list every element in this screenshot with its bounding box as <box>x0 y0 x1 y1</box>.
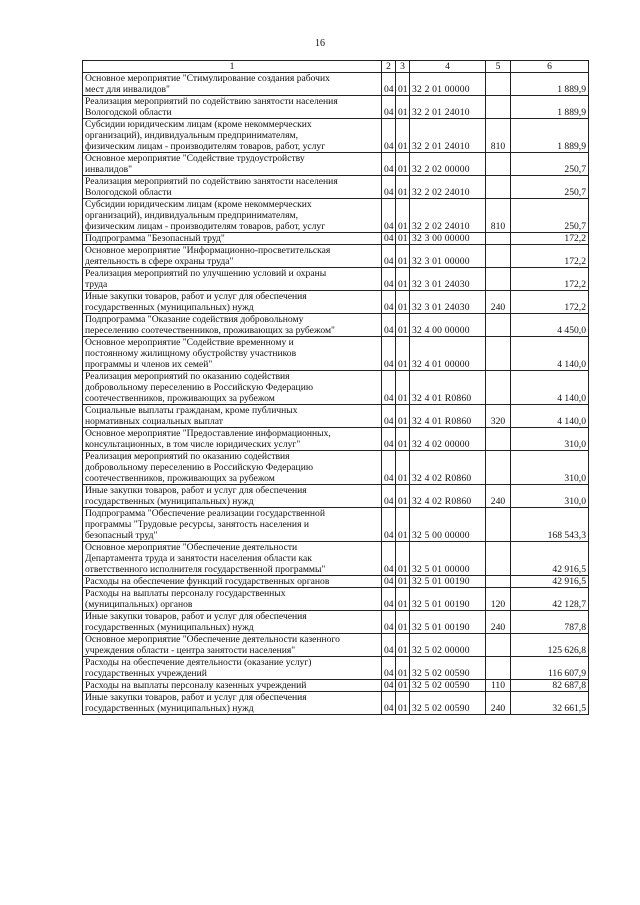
row-section-cell: 04 <box>382 634 396 657</box>
row-target-article-cell: 32 5 02 00000 <box>410 634 486 657</box>
row-target-article-cell: 32 4 02 R0860 <box>410 485 486 508</box>
row-amount-cell: 172,2 <box>511 268 589 291</box>
table-row <box>83 451 589 485</box>
row-subsection-cell: 01 <box>396 680 410 692</box>
row-name-cell: Расходы на обеспечение функций государственных органов <box>83 576 382 588</box>
table-row <box>83 176 589 199</box>
row-expense-type-cell <box>486 73 511 96</box>
row-section-cell: 04 <box>382 153 396 176</box>
row-name-cell: Расходы на обеспечение деятельности (оказание услуг) государственных учреждений <box>83 657 382 680</box>
row-section-cell: 04 <box>382 314 396 337</box>
row-amount-cell: 250,7 <box>511 176 589 199</box>
row-section-cell: 04 <box>382 692 396 715</box>
table-row <box>83 233 589 245</box>
row-name-cell: Реализация мероприятий по улучшению условий и охраны труда <box>83 268 382 291</box>
row-name-cell: Реализация мероприятий по содействию занятости населения Вологодской области <box>83 176 382 199</box>
table-row <box>83 634 589 657</box>
col-header-name: 1 <box>83 61 382 73</box>
row-section-cell: 04 <box>382 73 396 96</box>
row-target-article-cell: 32 2 01 24010 <box>410 119 486 153</box>
row-expense-type-cell <box>486 657 511 680</box>
row-expense-type-cell <box>486 542 511 576</box>
row-expense-type-cell: 810 <box>486 199 511 233</box>
row-section-cell: 04 <box>382 96 396 119</box>
row-section-cell: 04 <box>382 291 396 314</box>
table-row <box>83 485 589 508</box>
row-section-cell: 04 <box>382 508 396 542</box>
row-subsection-cell: 01 <box>396 73 410 96</box>
row-expense-type-cell <box>486 96 511 119</box>
row-name-cell: Субсидии юридическим лицам (кроме некоммерческих организаций), индивидуальным предпринимателям, физическим лицам - производителям товаров, работ, услуг <box>83 119 382 153</box>
row-expense-type-cell <box>486 428 511 451</box>
table-row <box>83 428 589 451</box>
row-expense-type-cell <box>486 176 511 199</box>
row-subsection-cell: 01 <box>396 692 410 715</box>
col-header-rz: 2 <box>382 61 396 73</box>
table-header-row <box>83 61 589 73</box>
row-name-cell: Реализация мероприятий по оказанию содействия добровольному переселению в Российскую Федерацию соотечественников, проживающих за рубежом <box>83 371 382 405</box>
row-target-article-cell: 32 5 01 00190 <box>410 611 486 634</box>
row-amount-cell: 82 687,8 <box>511 680 589 692</box>
row-subsection-cell: 01 <box>396 576 410 588</box>
row-subsection-cell: 01 <box>396 291 410 314</box>
row-amount-cell: 250,7 <box>511 153 589 176</box>
row-amount-cell: 4 140,0 <box>511 337 589 371</box>
row-target-article-cell: 32 5 01 00190 <box>410 576 486 588</box>
row-amount-cell: 42 916,5 <box>511 576 589 588</box>
table-row <box>83 291 589 314</box>
row-section-cell: 04 <box>382 371 396 405</box>
row-expense-type-cell <box>486 451 511 485</box>
row-name-cell: Основное мероприятие "Информационно-просветительская деятельность в сфере охраны труда" <box>83 245 382 268</box>
row-amount-cell: 168 543,3 <box>511 508 589 542</box>
row-subsection-cell: 01 <box>396 634 410 657</box>
row-expense-type-cell <box>486 508 511 542</box>
row-name-cell: Подпрограмма "Оказание содействия добровольному переселению соотечественников, проживающих за рубежом" <box>83 314 382 337</box>
row-subsection-cell: 01 <box>396 428 410 451</box>
table-row <box>83 245 589 268</box>
row-section-cell: 04 <box>382 268 396 291</box>
row-amount-cell: 1 889,9 <box>511 73 589 96</box>
row-target-article-cell: 32 5 02 00590 <box>410 657 486 680</box>
table-row <box>83 508 589 542</box>
row-subsection-cell: 01 <box>396 268 410 291</box>
row-expense-type-cell: 240 <box>486 692 511 715</box>
row-amount-cell: 172,2 <box>511 245 589 268</box>
row-subsection-cell: 01 <box>396 176 410 199</box>
table-row <box>83 73 589 96</box>
row-section-cell: 04 <box>382 542 396 576</box>
row-target-article-cell: 32 3 00 00000 <box>410 233 486 245</box>
row-expense-type-cell: 320 <box>486 405 511 428</box>
row-name-cell: Иные закупки товаров, работ и услуг для обеспечения государственных (муниципальных) нужд <box>83 485 382 508</box>
table-row <box>83 314 589 337</box>
row-target-article-cell: 32 5 00 00000 <box>410 508 486 542</box>
row-target-article-cell: 32 5 02 00590 <box>410 680 486 692</box>
row-name-cell: Основное мероприятие "Содействие временному и постоянному жилищному обустройству участников программы и членов их семей" <box>83 337 382 371</box>
row-name-cell: Основное мероприятие "Стимулирование создания рабочих мест для инвалидов" <box>83 73 382 96</box>
row-expense-type-cell: 110 <box>486 680 511 692</box>
row-amount-cell: 42 128,7 <box>511 588 589 611</box>
row-subsection-cell: 01 <box>396 199 410 233</box>
col-header-vr: 5 <box>486 61 511 73</box>
row-target-article-cell: 32 4 01 R0860 <box>410 371 486 405</box>
row-subsection-cell: 01 <box>396 611 410 634</box>
row-subsection-cell: 01 <box>396 119 410 153</box>
row-name-cell: Подпрограмма "Обеспечение реализации государственной программы "Трудовые ресурсы, занятость населения и безопасный труд" <box>83 508 382 542</box>
row-amount-cell: 310,0 <box>511 428 589 451</box>
row-name-cell: Основное мероприятие "Обеспечение деятельности Департамента труда и занятости населения области как ответственного исполнителя государственной программы" <box>83 542 382 576</box>
row-subsection-cell: 01 <box>396 657 410 680</box>
row-target-article-cell: 32 2 01 00000 <box>410 73 486 96</box>
row-target-article-cell: 32 3 01 24030 <box>410 291 486 314</box>
row-subsection-cell: 01 <box>396 153 410 176</box>
col-header-pr: 3 <box>396 61 410 73</box>
row-name-cell: Расходы на выплаты персоналу казенных учреждений <box>83 680 382 692</box>
row-name-cell: Основное мероприятие "Предоставление информационных, консультационных, в том числе юридических услуг" <box>83 428 382 451</box>
row-section-cell: 04 <box>382 245 396 268</box>
row-amount-cell: 4 140,0 <box>511 405 589 428</box>
row-subsection-cell: 01 <box>396 371 410 405</box>
row-target-article-cell: 32 2 02 00000 <box>410 153 486 176</box>
row-subsection-cell: 01 <box>396 508 410 542</box>
row-amount-cell: 787,8 <box>511 611 589 634</box>
table-row <box>83 153 589 176</box>
table-row <box>83 611 589 634</box>
row-expense-type-cell: 240 <box>486 291 511 314</box>
row-name-cell: Подпрограмма "Безопасный труд" <box>83 233 382 245</box>
row-subsection-cell: 01 <box>396 314 410 337</box>
row-subsection-cell: 01 <box>396 542 410 576</box>
row-name-cell: Реализация мероприятий по оказанию содействия добровольному переселению в Российскую Федерацию соотечественников, проживающих за рубежом <box>83 451 382 485</box>
row-section-cell: 04 <box>382 485 396 508</box>
row-amount-cell: 116 607,9 <box>511 657 589 680</box>
row-subsection-cell: 01 <box>396 245 410 268</box>
row-subsection-cell: 01 <box>396 405 410 428</box>
row-subsection-cell: 01 <box>396 96 410 119</box>
row-amount-cell: 4 450,0 <box>511 314 589 337</box>
table-row <box>83 657 589 680</box>
row-section-cell: 04 <box>382 176 396 199</box>
row-section-cell: 04 <box>382 576 396 588</box>
row-name-cell: Иные закупки товаров, работ и услуг для обеспечения государственных (муниципальных) нужд <box>83 611 382 634</box>
table-row <box>83 588 589 611</box>
row-name-cell: Социальные выплаты гражданам, кроме публичных нормативных социальных выплат <box>83 405 382 428</box>
row-target-article-cell: 32 4 00 00000 <box>410 314 486 337</box>
row-subsection-cell: 01 <box>396 337 410 371</box>
table-row <box>83 692 589 715</box>
row-amount-cell: 1 889,9 <box>511 119 589 153</box>
table-row <box>83 96 589 119</box>
row-expense-type-cell <box>486 233 511 245</box>
table-row <box>83 337 589 371</box>
row-expense-type-cell: 810 <box>486 119 511 153</box>
row-target-article-cell: 32 3 01 00000 <box>410 245 486 268</box>
row-section-cell: 04 <box>382 405 396 428</box>
row-name-cell: Основное мероприятие "Содействие трудоустройству инвалидов" <box>83 153 382 176</box>
row-target-article-cell: 32 5 01 00190 <box>410 588 486 611</box>
row-amount-cell: 310,0 <box>511 485 589 508</box>
table-row <box>83 199 589 233</box>
row-section-cell: 04 <box>382 337 396 371</box>
row-amount-cell: 1 889,9 <box>511 96 589 119</box>
row-name-cell: Расходы на выплаты персоналу государственных (муниципальных) органов <box>83 588 382 611</box>
row-amount-cell: 250,7 <box>511 199 589 233</box>
row-expense-type-cell: 240 <box>486 611 511 634</box>
row-name-cell: Субсидии юридическим лицам (кроме некоммерческих организаций), индивидуальным предпринимателям, физическим лицам - производителям товаров, работ, услуг <box>83 199 382 233</box>
table-row <box>83 680 589 692</box>
row-name-cell: Иные закупки товаров, работ и услуг для обеспечения государственных (муниципальных) нужд <box>83 692 382 715</box>
row-target-article-cell: 32 2 02 24010 <box>410 199 486 233</box>
row-amount-cell: 32 661,5 <box>511 692 589 715</box>
row-section-cell: 04 <box>382 588 396 611</box>
row-expense-type-cell <box>486 634 511 657</box>
row-amount-cell: 42 916,5 <box>511 542 589 576</box>
row-section-cell: 04 <box>382 119 396 153</box>
row-expense-type-cell <box>486 268 511 291</box>
row-amount-cell: 310,0 <box>511 451 589 485</box>
row-name-cell: Иные закупки товаров, работ и услуг для обеспечения государственных (муниципальных) нужд <box>83 291 382 314</box>
row-section-cell: 04 <box>382 680 396 692</box>
row-subsection-cell: 01 <box>396 233 410 245</box>
row-section-cell: 04 <box>382 611 396 634</box>
table-row <box>83 268 589 291</box>
row-target-article-cell: 32 4 02 R0860 <box>410 451 486 485</box>
table-row <box>83 119 589 153</box>
row-amount-cell: 172,2 <box>511 233 589 245</box>
table-row <box>83 405 589 428</box>
row-expense-type-cell <box>486 153 511 176</box>
row-expense-type-cell: 120 <box>486 588 511 611</box>
row-amount-cell: 4 140,0 <box>511 371 589 405</box>
table-row <box>83 371 589 405</box>
row-name-cell: Реализация мероприятий по содействию занятости населения Вологодской области <box>83 96 382 119</box>
row-expense-type-cell <box>486 245 511 268</box>
col-header-amount: 6 <box>511 61 589 73</box>
row-subsection-cell: 01 <box>396 451 410 485</box>
row-section-cell: 04 <box>382 428 396 451</box>
row-target-article-cell: 32 4 02 00000 <box>410 428 486 451</box>
row-expense-type-cell <box>486 337 511 371</box>
row-target-article-cell: 32 3 01 24030 <box>410 268 486 291</box>
row-target-article-cell: 32 5 02 00590 <box>410 692 486 715</box>
row-amount-cell: 172,2 <box>511 291 589 314</box>
row-subsection-cell: 01 <box>396 485 410 508</box>
row-section-cell: 04 <box>382 657 396 680</box>
table-row <box>83 542 589 576</box>
col-header-csr: 4 <box>410 61 486 73</box>
row-name-cell: Основное мероприятие "Обеспечение деятельности казенного учреждения области - центра занятости населения" <box>83 634 382 657</box>
budget-table <box>82 60 589 715</box>
row-expense-type-cell <box>486 314 511 337</box>
row-target-article-cell: 32 2 02 24010 <box>410 176 486 199</box>
row-section-cell: 04 <box>382 451 396 485</box>
row-amount-cell: 125 626,8 <box>511 634 589 657</box>
row-expense-type-cell: 240 <box>486 485 511 508</box>
row-target-article-cell: 32 4 01 00000 <box>410 337 486 371</box>
row-target-article-cell: 32 4 01 R0860 <box>410 405 486 428</box>
row-target-article-cell: 32 2 01 24010 <box>410 96 486 119</box>
row-section-cell: 04 <box>382 199 396 233</box>
page-number: 16 <box>315 38 325 49</box>
row-subsection-cell: 01 <box>396 588 410 611</box>
table-row <box>83 576 589 588</box>
row-target-article-cell: 32 5 01 00000 <box>410 542 486 576</box>
row-section-cell: 04 <box>382 233 396 245</box>
row-expense-type-cell <box>486 371 511 405</box>
row-expense-type-cell <box>486 576 511 588</box>
